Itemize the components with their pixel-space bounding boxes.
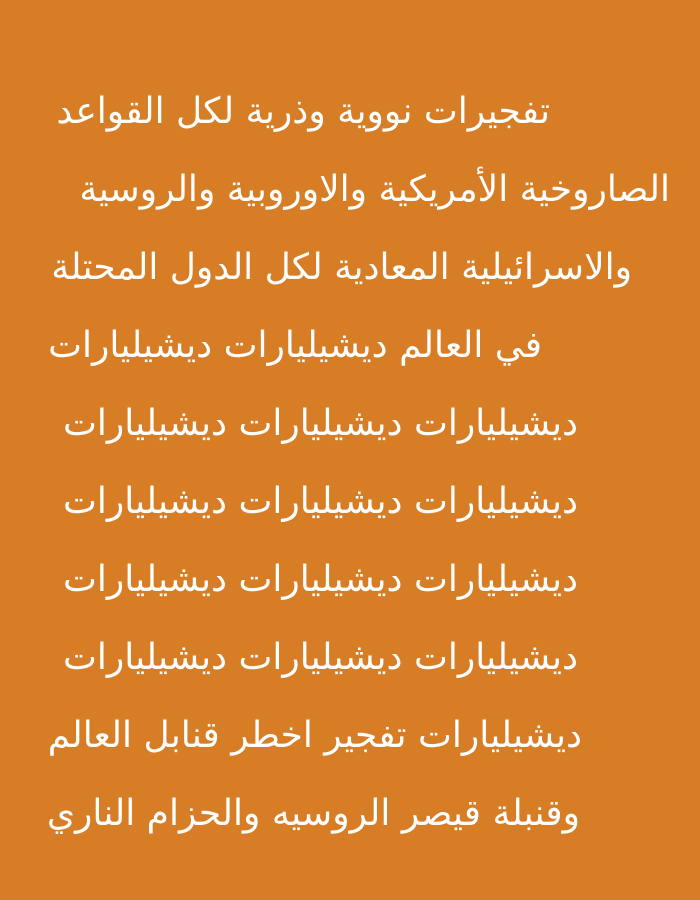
text-line-10-content: وقنبلة قيصر الروسيه والحزام الناري (46, 793, 580, 834)
text-line-1-content: تفجيرات نووية وذرية لكل القواعد (56, 91, 550, 132)
text-line-8 (0, 618, 700, 698)
text-line-10 (0, 774, 700, 854)
text-line-3 (0, 228, 700, 308)
text-line-7 (0, 540, 700, 620)
text-line-4-content: في العالم ديشيليارات ديشيليارات (48, 325, 542, 366)
text-line-1 (0, 72, 700, 152)
text-line-9 (0, 696, 700, 776)
text-line-4 (0, 306, 700, 386)
text-line-5-content: ديشيليارات ديشيليارات ديشيليارات (62, 403, 578, 444)
text-line-2-content: الصاروخية الأمريكية والاوروبية والروسية (79, 169, 670, 210)
text-line-6 (0, 462, 700, 542)
text-line-7-content: ديشيليارات ديشيليارات ديشيليارات (62, 559, 578, 600)
text-line-3-content: والاسرائيلية المعادية لكل الدول المحتلة (51, 247, 632, 288)
text-line-6-content: ديشيليارات ديشيليارات ديشيليارات (62, 481, 578, 522)
text-line-2 (0, 150, 700, 230)
text-line-8-content: ديشيليارات ديشيليارات ديشيليارات (62, 637, 578, 678)
text-line-5 (0, 384, 700, 464)
text-line-9-content: ديشيليارات تفجير اخطر قنابل العالم (47, 715, 582, 756)
